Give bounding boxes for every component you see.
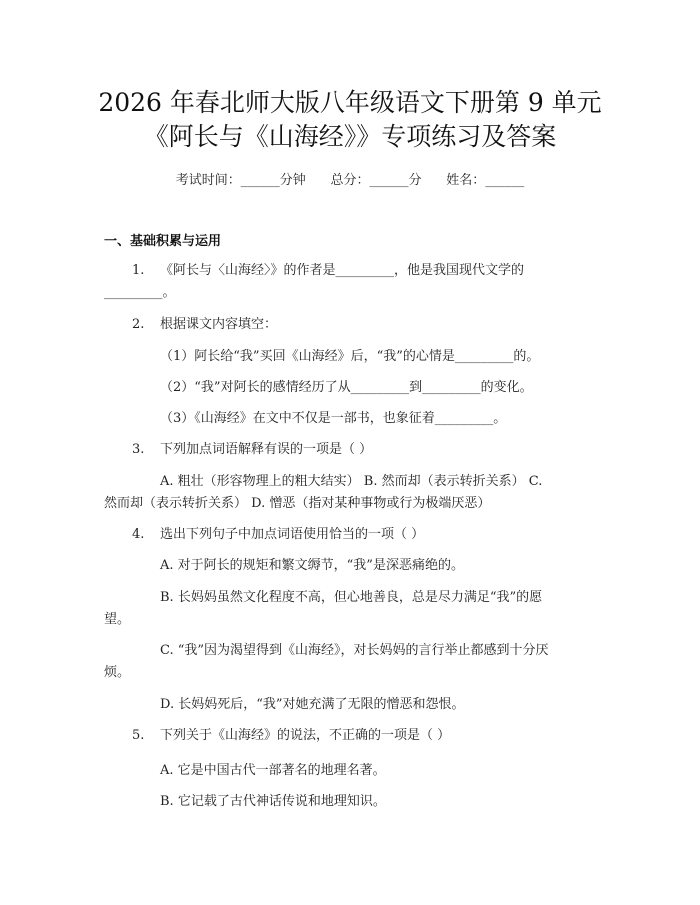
question-number: 2. <box>132 317 145 332</box>
page-title-line2: 《阿长与《山海经》》专项练习及答案 <box>143 122 557 151</box>
question-5-option-b: B. 它记载了古代神话传说和地理知识。 <box>160 794 386 809</box>
question-3-text: 下列加点词语解释有误的一项是（ ） <box>160 442 373 457</box>
question-4-option-a: A. 对于阿长的规矩和繁文缛节，“我”是深恶痛绝的。 <box>160 558 464 573</box>
question-4-option-c: C. “我”因为渴望得到《山海经》，对长妈妈的言行举止都感到十分厌 <box>160 643 549 658</box>
question-4-text: 选出下列句子中加点词语使用恰当的一项（ ） <box>160 527 425 542</box>
question-2-text: 根据课文内容填空： <box>160 317 278 332</box>
question-3-options-cont: 然而却（表示转折关系） D. 憎恶（指对某种事物或行为极端厌恶） <box>104 496 491 511</box>
question-2-sub2: （2）“我”对阿长的感情经历了从_________到_________的变化。 <box>160 380 533 395</box>
question-5-option-a: A. 它是中国古代一部著名的地理名著。 <box>160 763 386 778</box>
question-4-option-d: D. 长妈妈死后，“我”对她充满了无限的憎恶和怨恨。 <box>160 697 465 712</box>
question-number: 3. <box>132 442 145 457</box>
question-1-text: 《阿长与〈山海经〉》的作者是_________，他是我国现代文学的 <box>160 263 525 278</box>
question-2-sub3: （3）《山海经》在文中不仅是一部书，也象征着_________。 <box>160 411 507 426</box>
question-3-options: A. 粗壮（形容物理上的粗大结实） B. 然而却（表示转折关系） C. <box>160 474 543 489</box>
question-4-option-b: B. 长妈妈虽然文化程度不高，但心地善良，总是尽力满足“我”的愿 <box>160 590 543 605</box>
question-4-option-b-cont: 望。 <box>104 612 131 627</box>
question-4-option-c-cont: 烦。 <box>104 665 131 680</box>
question-5-text: 下列关于《山海经》的说法，不正确的一项是（ ） <box>160 728 451 743</box>
question-number: 4. <box>132 527 145 542</box>
exam-info: 考试时间：______分钟 总分：______分 姓名：______ <box>175 173 525 188</box>
question-1-text-cont: _________。 <box>104 285 176 300</box>
question-number: 5. <box>132 728 145 743</box>
question-number: 1. <box>132 263 145 278</box>
section-heading: 一、基础积累与运用 <box>104 234 222 249</box>
question-2-sub1: （1）阿长给“我”买回《山海经》后，“我”的心情是_________的。 <box>160 349 540 364</box>
page-title-line1: 2026 年春北师大版八年级语文下册第 9 单元 <box>98 88 602 117</box>
